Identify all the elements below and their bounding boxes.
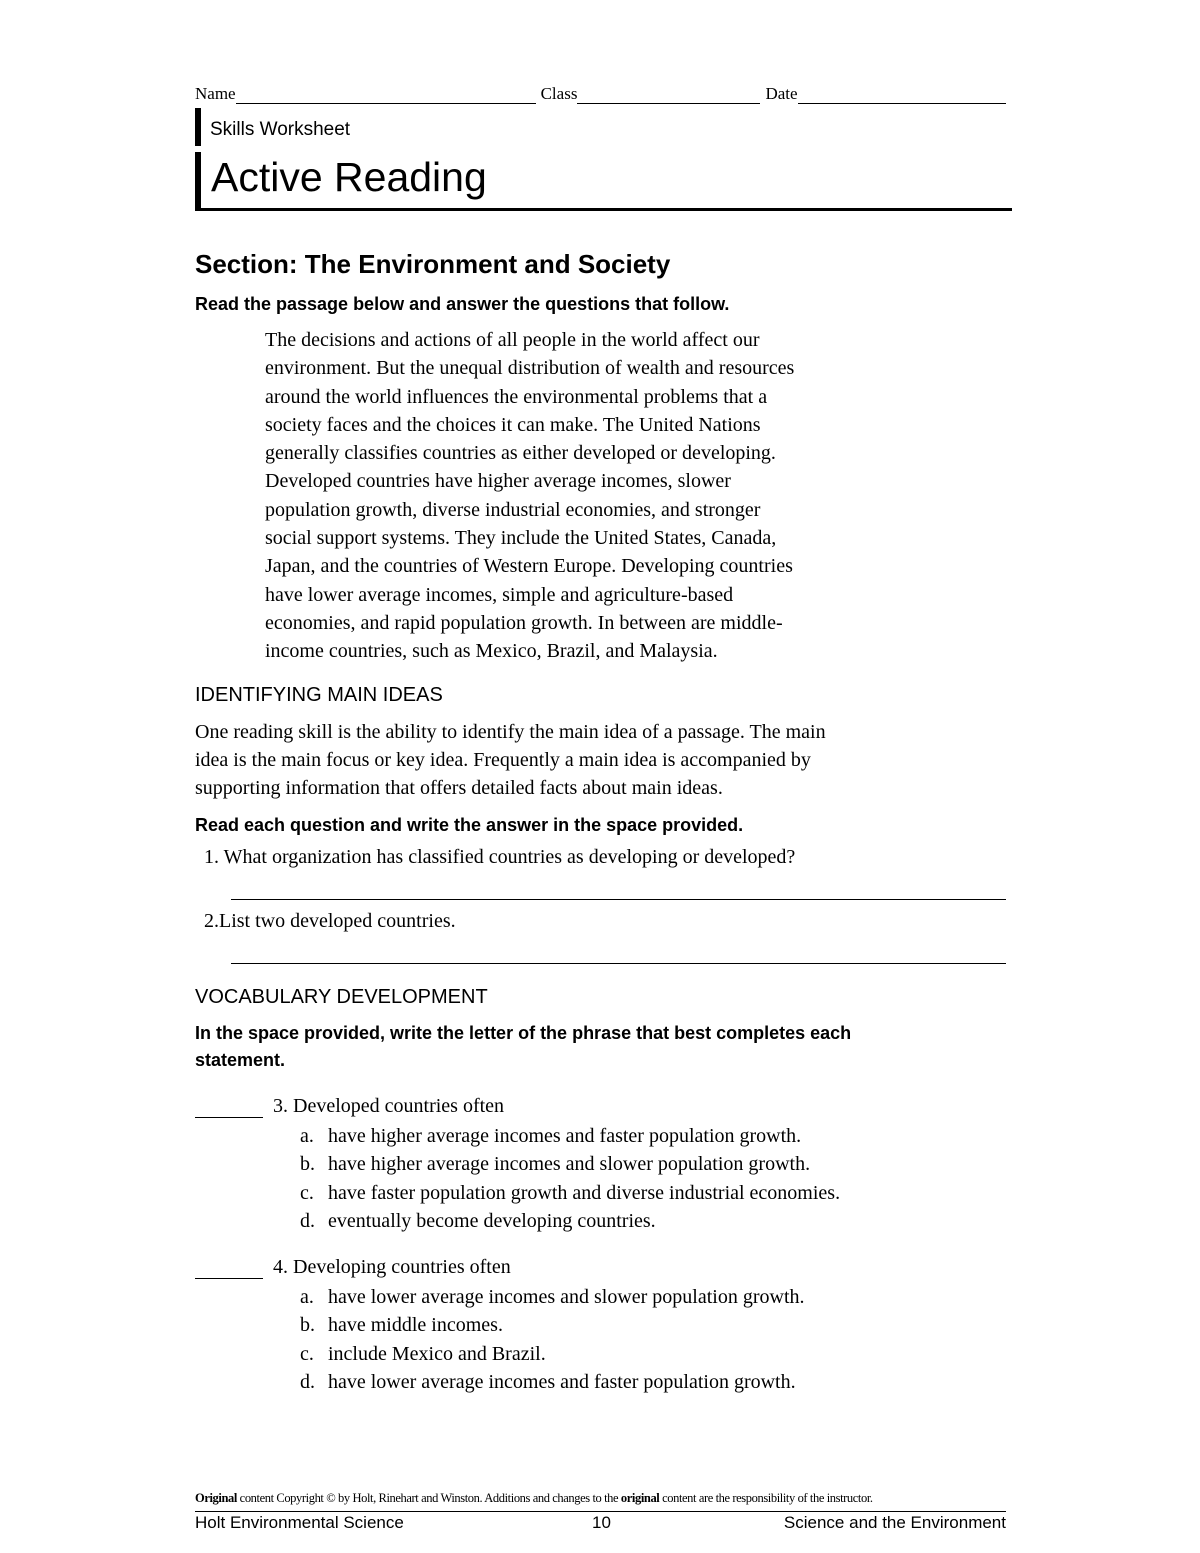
option-3a — [300, 1122, 840, 1150]
option-letter: b. — [300, 1314, 315, 1337]
option-text: have lower average incomes and slower population growth. — [328, 1286, 805, 1308]
option-letter: a. — [300, 1286, 314, 1308]
passage-line: Japan, and the countries of Western Europe. Developing countries — [265, 555, 793, 578]
option-4b — [300, 1311, 805, 1339]
option-4d — [300, 1368, 805, 1396]
name-class-date-bar — [195, 84, 1006, 104]
footer-page-number: 10 — [592, 1513, 611, 1532]
option-letter: d. — [300, 1370, 315, 1393]
option-text: eventually become developing countries. — [328, 1209, 656, 1232]
copyright-text: content Copyright © by Holt, Rinehart and Winston. Additions and changes to the — [236, 1491, 621, 1505]
answer-line-1[interactable] — [231, 899, 1006, 900]
footer-book-title: Holt Environmental Science — [195, 1513, 404, 1532]
footer-divider — [195, 1511, 1006, 1512]
answer-blank-4[interactable] — [195, 1278, 263, 1279]
option-text: have faster population growth and diverse industrial economies. — [328, 1181, 841, 1204]
questions-instruction: Read each question and write the answer in the space provided. — [195, 815, 744, 835]
option-text: have higher average incomes and slower population growth. — [328, 1153, 811, 1176]
option-text: have higher average incomes and faster population growth. — [328, 1125, 802, 1147]
option-text: include Mexico and Brazil. — [328, 1342, 546, 1365]
option-letter: d. — [300, 1209, 315, 1232]
class-field[interactable] — [577, 87, 760, 104]
passage-line: environment. But the unequal distribution of wealth and resources — [265, 357, 795, 380]
paragraph-line: One reading skill is the ability to identify the main idea of a passage. The main — [195, 721, 826, 743]
option-3b — [300, 1150, 840, 1178]
section-title: Section: The Environment and Society — [195, 249, 671, 279]
passage-line: Developed countries have higher average incomes, slower — [265, 470, 731, 493]
footer-chapter-title: Science and the Environment — [783, 1513, 1006, 1532]
passage-line: social support systems. They include the United States, Canada, — [265, 527, 777, 550]
passage-line: economies, and rapid population growth. In between are middle- — [265, 611, 783, 634]
passage-line: generally classifies countries as either developed or developing. — [265, 442, 776, 465]
class-label: Class — [540, 84, 578, 103]
option-text: have lower average incomes and faster population growth. — [328, 1370, 796, 1393]
option-text: have middle incomes. — [328, 1314, 503, 1337]
reading-passage — [265, 326, 965, 666]
main-ideas-paragraph — [195, 718, 995, 802]
option-letter: c. — [300, 1181, 314, 1204]
date-field[interactable] — [798, 87, 1006, 104]
option-4a — [300, 1283, 805, 1311]
answer-blank-3[interactable] — [195, 1117, 263, 1118]
copyright-original-word: original — [620, 1491, 660, 1505]
option-3c — [300, 1179, 840, 1207]
vocab-heading: VOCABULARY DEVELOPMENT — [195, 986, 488, 1008]
question-1: 1. What organization has classified countries as developing or developed? — [204, 846, 796, 868]
passage-line: have lower average incomes, simple and agriculture-based — [265, 583, 734, 606]
answer-line-2[interactable] — [231, 963, 1006, 964]
question-3-options — [300, 1122, 840, 1235]
option-3d — [300, 1207, 840, 1235]
name-label: Name — [195, 84, 236, 103]
date-label: Date — [765, 84, 798, 103]
option-letter: c. — [300, 1342, 314, 1365]
paragraph-line: idea is the main focus or key idea. Frequently a main idea is accompanied by — [195, 749, 811, 771]
main-ideas-heading: IDENTIFYING MAIN IDEAS — [195, 684, 443, 706]
question-2: 2.List two developed countries. — [204, 910, 456, 932]
copyright-note — [195, 1491, 873, 1506]
name-field[interactable] — [236, 87, 536, 104]
passage-line: population growth, diverse industrial economies, and stronger — [265, 498, 761, 521]
sheet-kind: Skills Worksheet — [195, 108, 350, 146]
vocab-instruction-line1: In the space provided, write the letter of the phrase that best completes each — [195, 1023, 852, 1043]
vocab-instruction-line2: statement. — [195, 1050, 286, 1070]
paragraph-line: supporting information that offers detailed facts about main ideas. — [195, 777, 723, 799]
passage-line: The decisions and actions of all people in the world affect our — [265, 329, 760, 351]
passage-line: around the world influences the environmental problems that a — [265, 385, 768, 408]
question-4-options — [300, 1283, 805, 1396]
passage-instruction: Read the passage below and answer the questions that follow. — [195, 294, 730, 314]
copyright-text: content are the responsibility of the instructor. — [659, 1491, 873, 1505]
passage-line: society faces and the choices it can make. The United Nations — [265, 413, 761, 436]
passage-line: income countries, such as Mexico, Brazil, and Malaysia. — [265, 640, 718, 663]
question-4-stem: 4. Developing countries often — [273, 1256, 511, 1278]
option-letter: a. — [300, 1125, 314, 1147]
copyright-original-word: Original — [195, 1491, 237, 1505]
question-3-stem: 3. Developed countries often — [273, 1095, 505, 1117]
page-title: Active Reading — [211, 154, 487, 200]
option-letter: b. — [300, 1153, 315, 1176]
option-4c — [300, 1340, 805, 1368]
